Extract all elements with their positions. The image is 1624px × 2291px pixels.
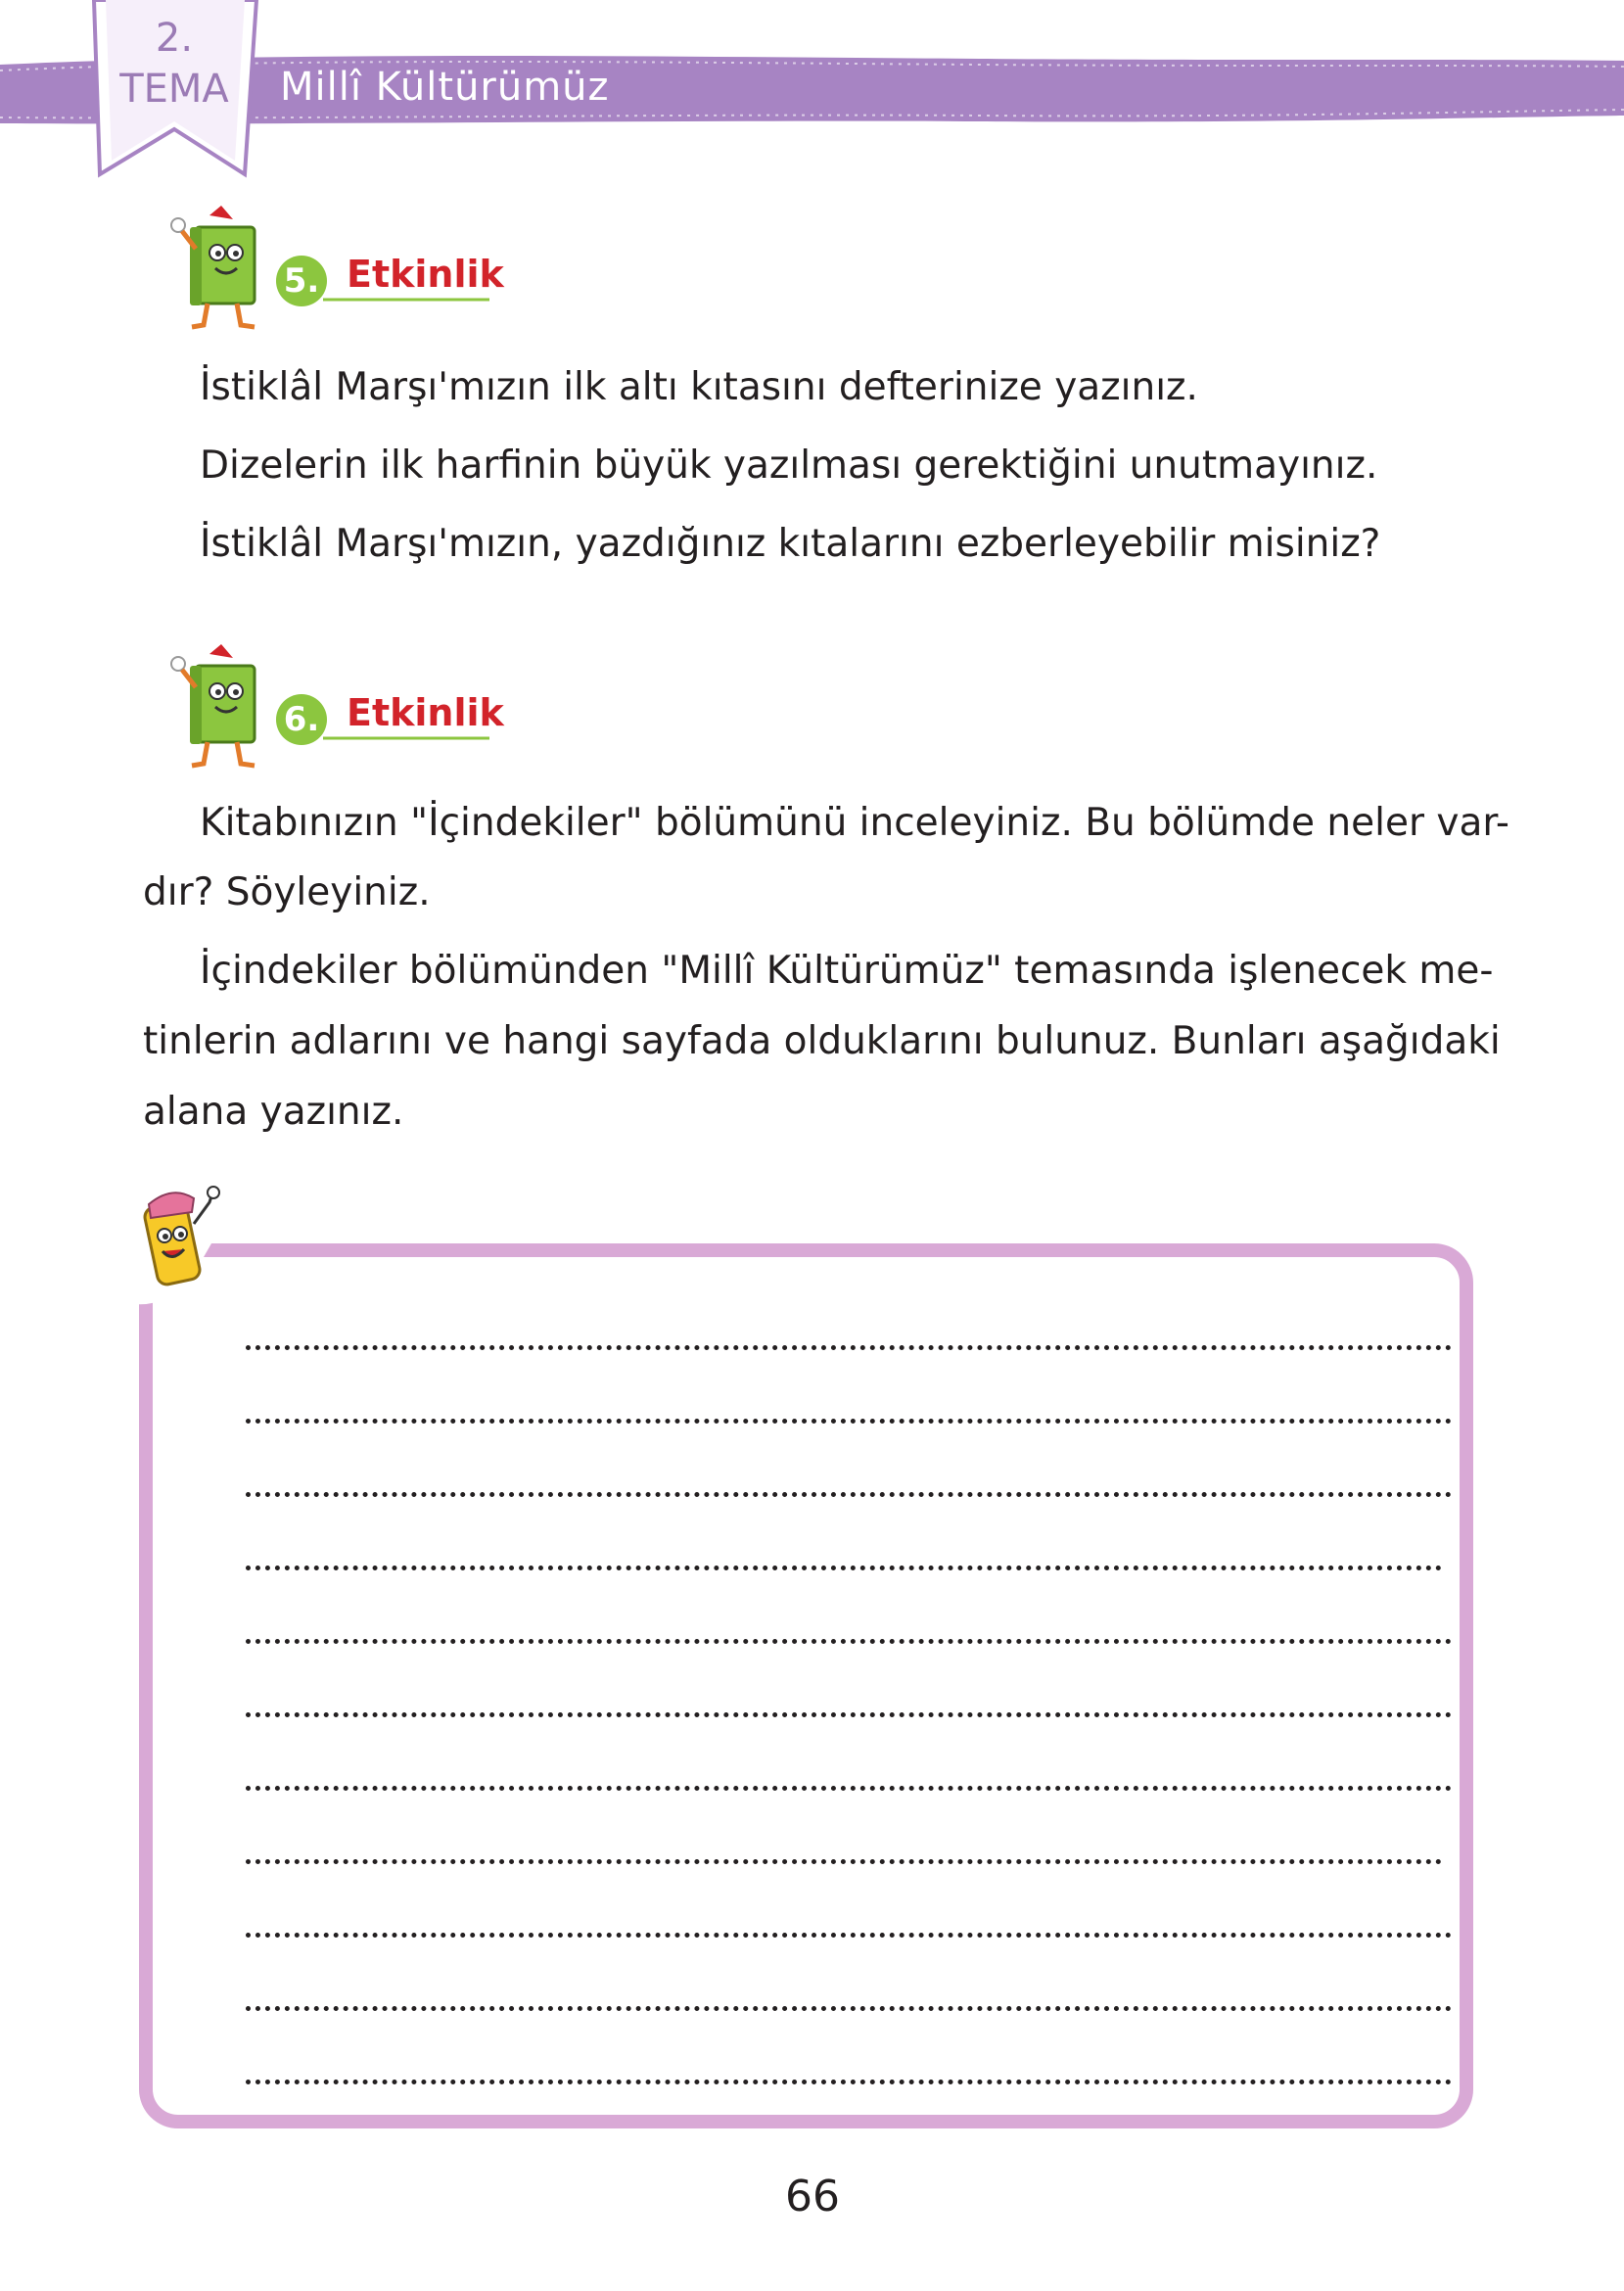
theme-header [0, 0, 1624, 186]
activity-number: 5. [283, 261, 320, 301]
activity-label: Etkinlik [347, 691, 504, 734]
writing-line[interactable] [246, 1712, 1452, 1717]
answer-writing-area[interactable] [139, 1243, 1473, 2128]
writing-line[interactable] [246, 1786, 1452, 1791]
writing-line[interactable] [246, 1419, 1452, 1424]
activity-5-line-2: Dizelerin ilk harfinin büyük yazılması gerektiğini unutmayınız. [200, 444, 1378, 488]
writing-line[interactable] [246, 2006, 1452, 2011]
writing-line[interactable] [246, 1345, 1452, 1350]
writing-line[interactable] [246, 1859, 1442, 1864]
activity-6-para-1-line-2: dır? Söyleyiniz. [143, 870, 431, 914]
theme-word: TEMA [119, 67, 229, 112]
activity-6-para-2-line-2: tinlerin adlarını ve hangi sayfada olduklarını bulunuz. Bunları aşağıdaki [143, 1019, 1501, 1063]
pencil-mascot-icon [123, 1185, 231, 1322]
theme-title: Millî Kültürümüz [280, 65, 610, 110]
theme-number: 2. [155, 16, 194, 61]
activity-5-header [166, 206, 504, 333]
writing-line[interactable] [246, 1639, 1452, 1644]
activity-6-para-2-line-3: alana yazınız. [143, 1090, 404, 1134]
writing-line[interactable] [246, 1492, 1452, 1497]
activity-5-line-3: İstiklâl Marşı'mızın, yazdığınız kıtalarını ezberleyebilir misiniz? [200, 522, 1381, 566]
activity-6-header [166, 644, 504, 771]
activity-5-line-1: İstiklâl Marşı'mızın ilk altı kıtasını defterinize yazınız. [200, 365, 1198, 409]
writing-line[interactable] [246, 1566, 1442, 1570]
header-ribbon-graphic [0, 0, 1624, 186]
writing-line[interactable] [246, 1933, 1452, 1938]
writing-line[interactable] [246, 2080, 1452, 2084]
activity-label: Etkinlik [347, 253, 504, 296]
activity-6-para-1-line-1: Kitabınızın "İçindekiler" bölümünü inceleyiniz. Bu bölümde neler var- [200, 801, 1509, 845]
activity-6-para-2-line-1: İçindekiler bölümünden "Millî Kültürümüz" temasında işlenecek me- [200, 949, 1494, 993]
page-number: 66 [785, 2172, 840, 2221]
activity-number: 6. [283, 700, 320, 739]
